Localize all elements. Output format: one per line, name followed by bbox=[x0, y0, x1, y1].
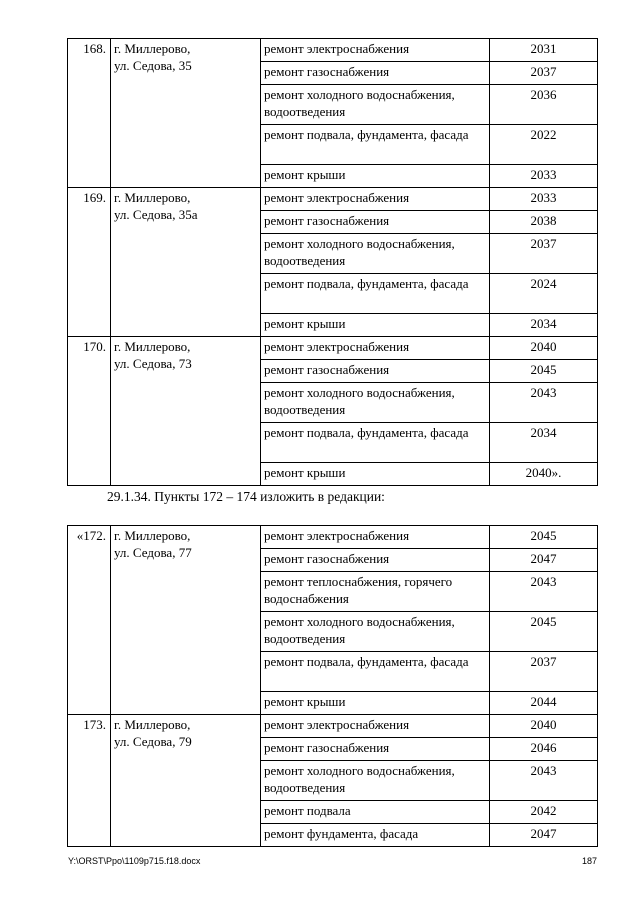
work-type: ремонт крыши bbox=[261, 165, 490, 188]
address-cell bbox=[111, 39, 261, 188]
work-type: ремонт крыши bbox=[261, 314, 490, 337]
work-type: ремонт теплоснабжения, горячего водоснабжения bbox=[261, 572, 490, 612]
amendment-paragraph: 29.1.34. Пункты 172 – 174 изложить в редакции: bbox=[107, 489, 385, 504]
year-cell: 2034 bbox=[490, 423, 598, 463]
year-cell: 2038 bbox=[490, 211, 598, 234]
entry-number: 170. bbox=[68, 337, 111, 486]
year-cell: 2040». bbox=[490, 463, 598, 486]
entry-number: «172. bbox=[68, 526, 111, 715]
work-type: ремонт подвала bbox=[261, 801, 490, 824]
work-type: ремонт крыши bbox=[261, 463, 490, 486]
year-cell: 2036 bbox=[490, 85, 598, 125]
table-2-body bbox=[68, 526, 598, 847]
address-city: г. Миллерово, bbox=[114, 717, 191, 732]
work-type: ремонт крыши bbox=[261, 692, 490, 715]
year-cell: 2045 bbox=[490, 526, 598, 549]
work-type: ремонт газоснабжения bbox=[261, 211, 490, 234]
address-street: ул. Седова, 77 bbox=[114, 545, 192, 560]
address-street: ул. Седова, 79 bbox=[114, 734, 192, 749]
work-type: ремонт холодного водоснабжения, водоотведения bbox=[261, 85, 490, 125]
year-cell: 2033 bbox=[490, 165, 598, 188]
year-cell: 2040 bbox=[490, 337, 598, 360]
address-cell bbox=[111, 188, 261, 337]
year-cell: 2024 bbox=[490, 274, 598, 314]
year-cell: 2043 bbox=[490, 761, 598, 801]
work-type: ремонт холодного водоснабжения, водоотведения bbox=[261, 383, 490, 423]
year-cell: 2043 bbox=[490, 572, 598, 612]
work-type: ремонт холодного водоснабжения, водоотведения bbox=[261, 234, 490, 274]
work-type: ремонт электроснабжения bbox=[261, 188, 490, 211]
year-cell: 2037 bbox=[490, 62, 598, 85]
year-cell: 2047 bbox=[490, 549, 598, 572]
repair-schedule-table-1 bbox=[67, 38, 598, 486]
work-type: ремонт газоснабжения bbox=[261, 62, 490, 85]
address-city: г. Миллерово, bbox=[114, 528, 191, 543]
work-type: ремонт газоснабжения bbox=[261, 738, 490, 761]
footer-page-number: 187 bbox=[581, 856, 597, 866]
work-type: ремонт электроснабжения bbox=[261, 715, 490, 738]
work-type: ремонт подвала, фундамента, фасада bbox=[261, 423, 490, 463]
table-row bbox=[68, 39, 598, 62]
work-type: ремонт холодного водоснабжения, водоотведения bbox=[261, 612, 490, 652]
address-cell bbox=[111, 715, 261, 847]
year-cell: 2042 bbox=[490, 801, 598, 824]
year-cell: 2040 bbox=[490, 715, 598, 738]
year-cell: 2047 bbox=[490, 824, 598, 847]
work-type: ремонт электроснабжения bbox=[261, 526, 490, 549]
entry-number: 168. bbox=[68, 39, 111, 188]
address-cell bbox=[111, 337, 261, 486]
table-row bbox=[68, 715, 598, 738]
address-street: ул. Седова, 35 bbox=[114, 58, 192, 73]
address-city: г. Миллерово, bbox=[114, 339, 191, 354]
year-cell: 2045 bbox=[490, 360, 598, 383]
work-type: ремонт газоснабжения bbox=[261, 360, 490, 383]
year-cell: 2037 bbox=[490, 652, 598, 692]
year-cell: 2031 bbox=[490, 39, 598, 62]
repair-schedule-table-2 bbox=[67, 525, 598, 847]
work-type: ремонт подвала, фундамента, фасада bbox=[261, 274, 490, 314]
work-type: ремонт электроснабжения bbox=[261, 39, 490, 62]
table-row bbox=[68, 337, 598, 360]
table-row bbox=[68, 526, 598, 549]
address-street: ул. Седова, 73 bbox=[114, 356, 192, 371]
address-cell bbox=[111, 526, 261, 715]
year-cell: 2033 bbox=[490, 188, 598, 211]
footer-file-path: Y:\ORST\Ppo\1109p715.f18.docx bbox=[68, 856, 201, 866]
table-row bbox=[68, 188, 598, 211]
year-cell: 2034 bbox=[490, 314, 598, 337]
address-city: г. Миллерово, bbox=[114, 41, 191, 56]
year-cell: 2046 bbox=[490, 738, 598, 761]
work-type: ремонт фундамента, фасада bbox=[261, 824, 490, 847]
address-city: г. Миллерово, bbox=[114, 190, 191, 205]
work-type: ремонт газоснабжения bbox=[261, 549, 490, 572]
table-1-body bbox=[68, 39, 598, 486]
work-type: ремонт электроснабжения bbox=[261, 337, 490, 360]
work-type: ремонт подвала, фундамента, фасада bbox=[261, 652, 490, 692]
entry-number: 173. bbox=[68, 715, 111, 847]
work-type: ремонт подвала, фундамента, фасада bbox=[261, 125, 490, 165]
work-type: ремонт холодного водоснабжения, водоотведения bbox=[261, 761, 490, 801]
year-cell: 2043 bbox=[490, 383, 598, 423]
year-cell: 2045 bbox=[490, 612, 598, 652]
entry-number: 169. bbox=[68, 188, 111, 337]
year-cell: 2037 bbox=[490, 234, 598, 274]
year-cell: 2022 bbox=[490, 125, 598, 165]
year-cell: 2044 bbox=[490, 692, 598, 715]
address-street: ул. Седова, 35а bbox=[114, 207, 198, 222]
